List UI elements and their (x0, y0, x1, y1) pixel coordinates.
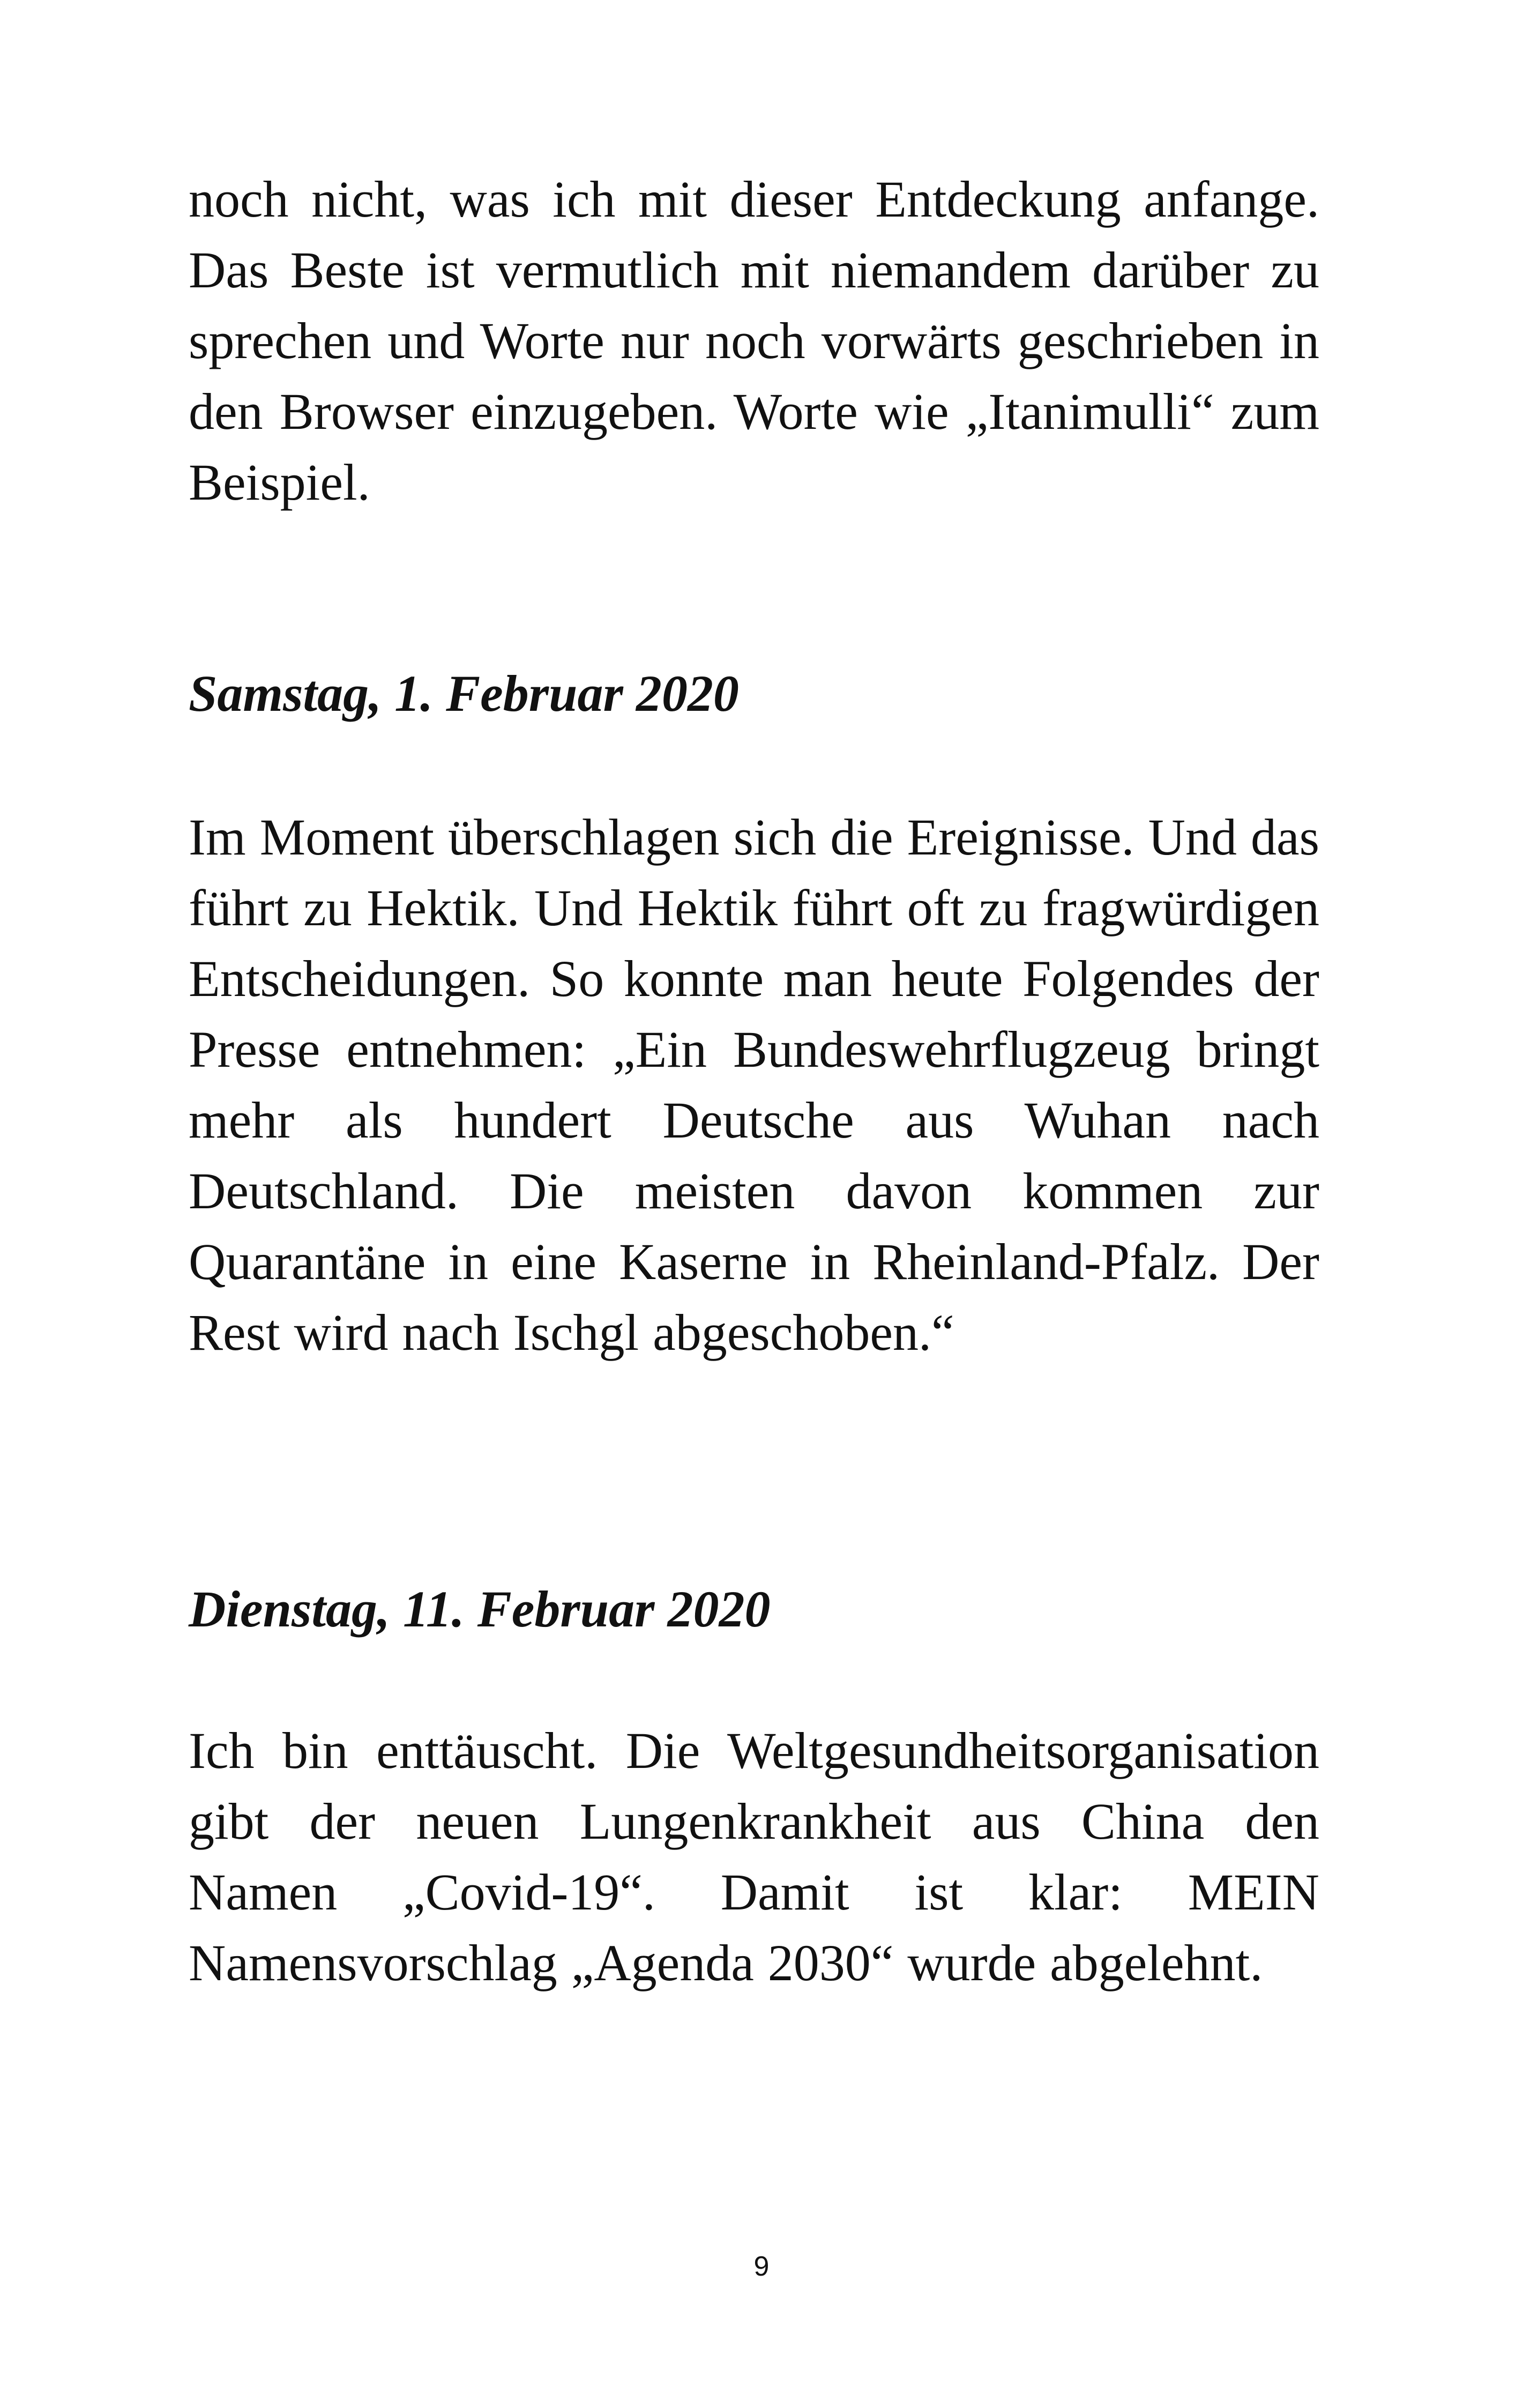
page-number: 9 (753, 2251, 770, 2282)
diary-entry-paragraph: Ich bin enttäuscht. Die Weltgesundheitsorganisation gibt der neuen Lungenkrankheit aus China den Namen „Covid-19“. Damit ist klar: MEIN Namensvorschlag „Agenda 2030“ wurde abgelehnt. (189, 1722, 1319, 1991)
diary-date-heading: Samstag, 1. Februar 2020 (189, 665, 739, 722)
diary-entry-paragraph: Im Moment überschlagen sich die Ereignisse. Und das führt zu Hektik. Und Hektik führt oft zu fragwürdigen Entscheidungen. So konnte man heute Folgendes der Presse entnehmen: „Ein Bundeswehrflugzeug bringt mehr als hundert Deutsche aus Wuhan nach Deutschland. Die meisten davon kommen zur Quarantäne in eine Kaserne in Rheinland-Pfalz. Der Rest wird nach Ischgl abgeschoben.“ (189, 808, 1319, 1361)
diary-date-heading: Dienstag, 11. Februar 2020 (189, 1580, 771, 1638)
paragraph-continuation: noch nicht, was ich mit dieser Entdeckung anfange. Das Beste ist vermutlich mit niemandem darüber zu sprechen und Worte nur noch vorwärts geschrieben in den Browser einzugeben. Worte wie „Itanimulli“ zum Beispiel. (189, 170, 1319, 511)
